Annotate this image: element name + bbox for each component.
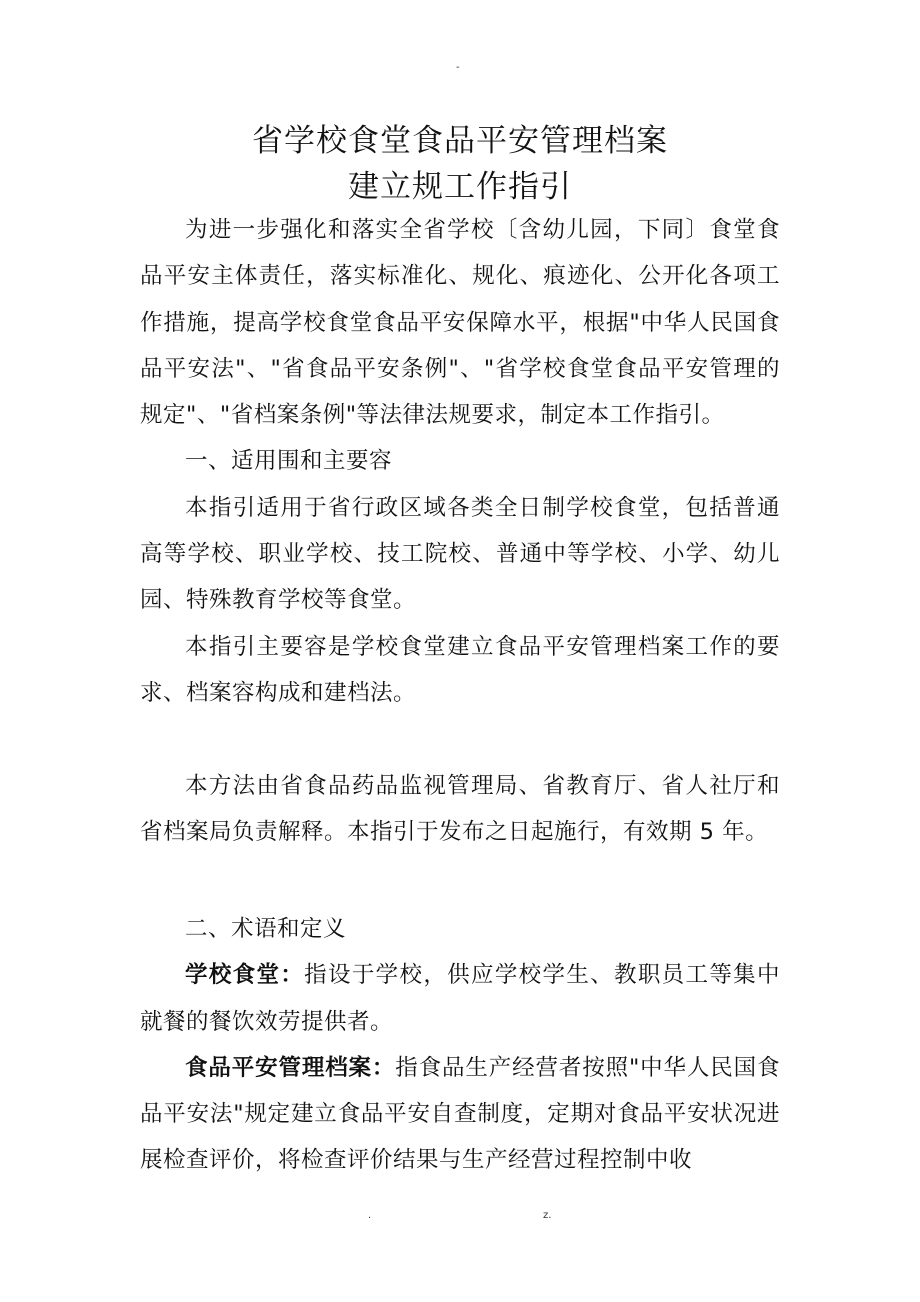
definition-food-safety-archive	[140, 1045, 780, 1184]
document-body-section2	[140, 906, 780, 1184]
definition-text: 指设于学校，供应学校学生、教职员工等集中就餐的餐饮效劳提供者。	[140, 962, 780, 1035]
definition-text: 指食品生产经营者按照"中华人民国食品平安法"规定建立食品平安自查制度，定期对食品平安状况进展检查评价，将检查评价结果与生产经营过程控制中收	[140, 1054, 780, 1174]
footer-right-mark: z.	[543, 1210, 552, 1221]
footer-left-mark: .	[368, 1210, 372, 1221]
section1-heading: 一、适用围和主要容	[185, 448, 393, 475]
section1-paragraph-content: 本指引主要容是学校食堂建立食品平安管理档案工作的要求、档案容构成和建档法。	[140, 633, 780, 706]
intro-paragraph: 为进一步强化和落实全省学校〔含幼儿园，下同〕食堂食品平安主体责任，落实标准化、规化、痕迹化、公开化各项工作措施，提高学校食堂食品平安保障水平，根据"中华人民国食品平安法"、"省食品平安条例"、"省学校食堂食品平安管理的规定"、"省档案条例"等法律法规要求，制定本工作指引。	[140, 217, 780, 429]
document-body-continued	[140, 763, 780, 856]
document-body	[140, 207, 780, 716]
section2-heading: 二、术语和定义	[185, 916, 347, 942]
document-title-line1: 省学校食堂食品平安管理档案	[252, 123, 668, 159]
definition-term: 食品平安管理档案：	[185, 1054, 396, 1081]
definition-term: 学校食堂：	[185, 962, 305, 989]
section1-paragraph-interpretation: 本方法由省食品药品监视管理局、省教育厅、省人社厅和省档案局负责解释。本指引于发布之日起施行，有效期 5 年。	[140, 773, 780, 846]
section1-paragraph-scope: 本指引适用于省行政区域各类全日制学校食堂，包括普通高等学校、职业学校、技工院校、普通中等学校、小学、幼儿园、特殊教育学校等食堂。	[140, 494, 780, 614]
header-mark: -	[456, 62, 460, 73]
document-title-line2: 建立规工作指引	[348, 169, 572, 205]
definition-school-canteen	[140, 952, 780, 1045]
